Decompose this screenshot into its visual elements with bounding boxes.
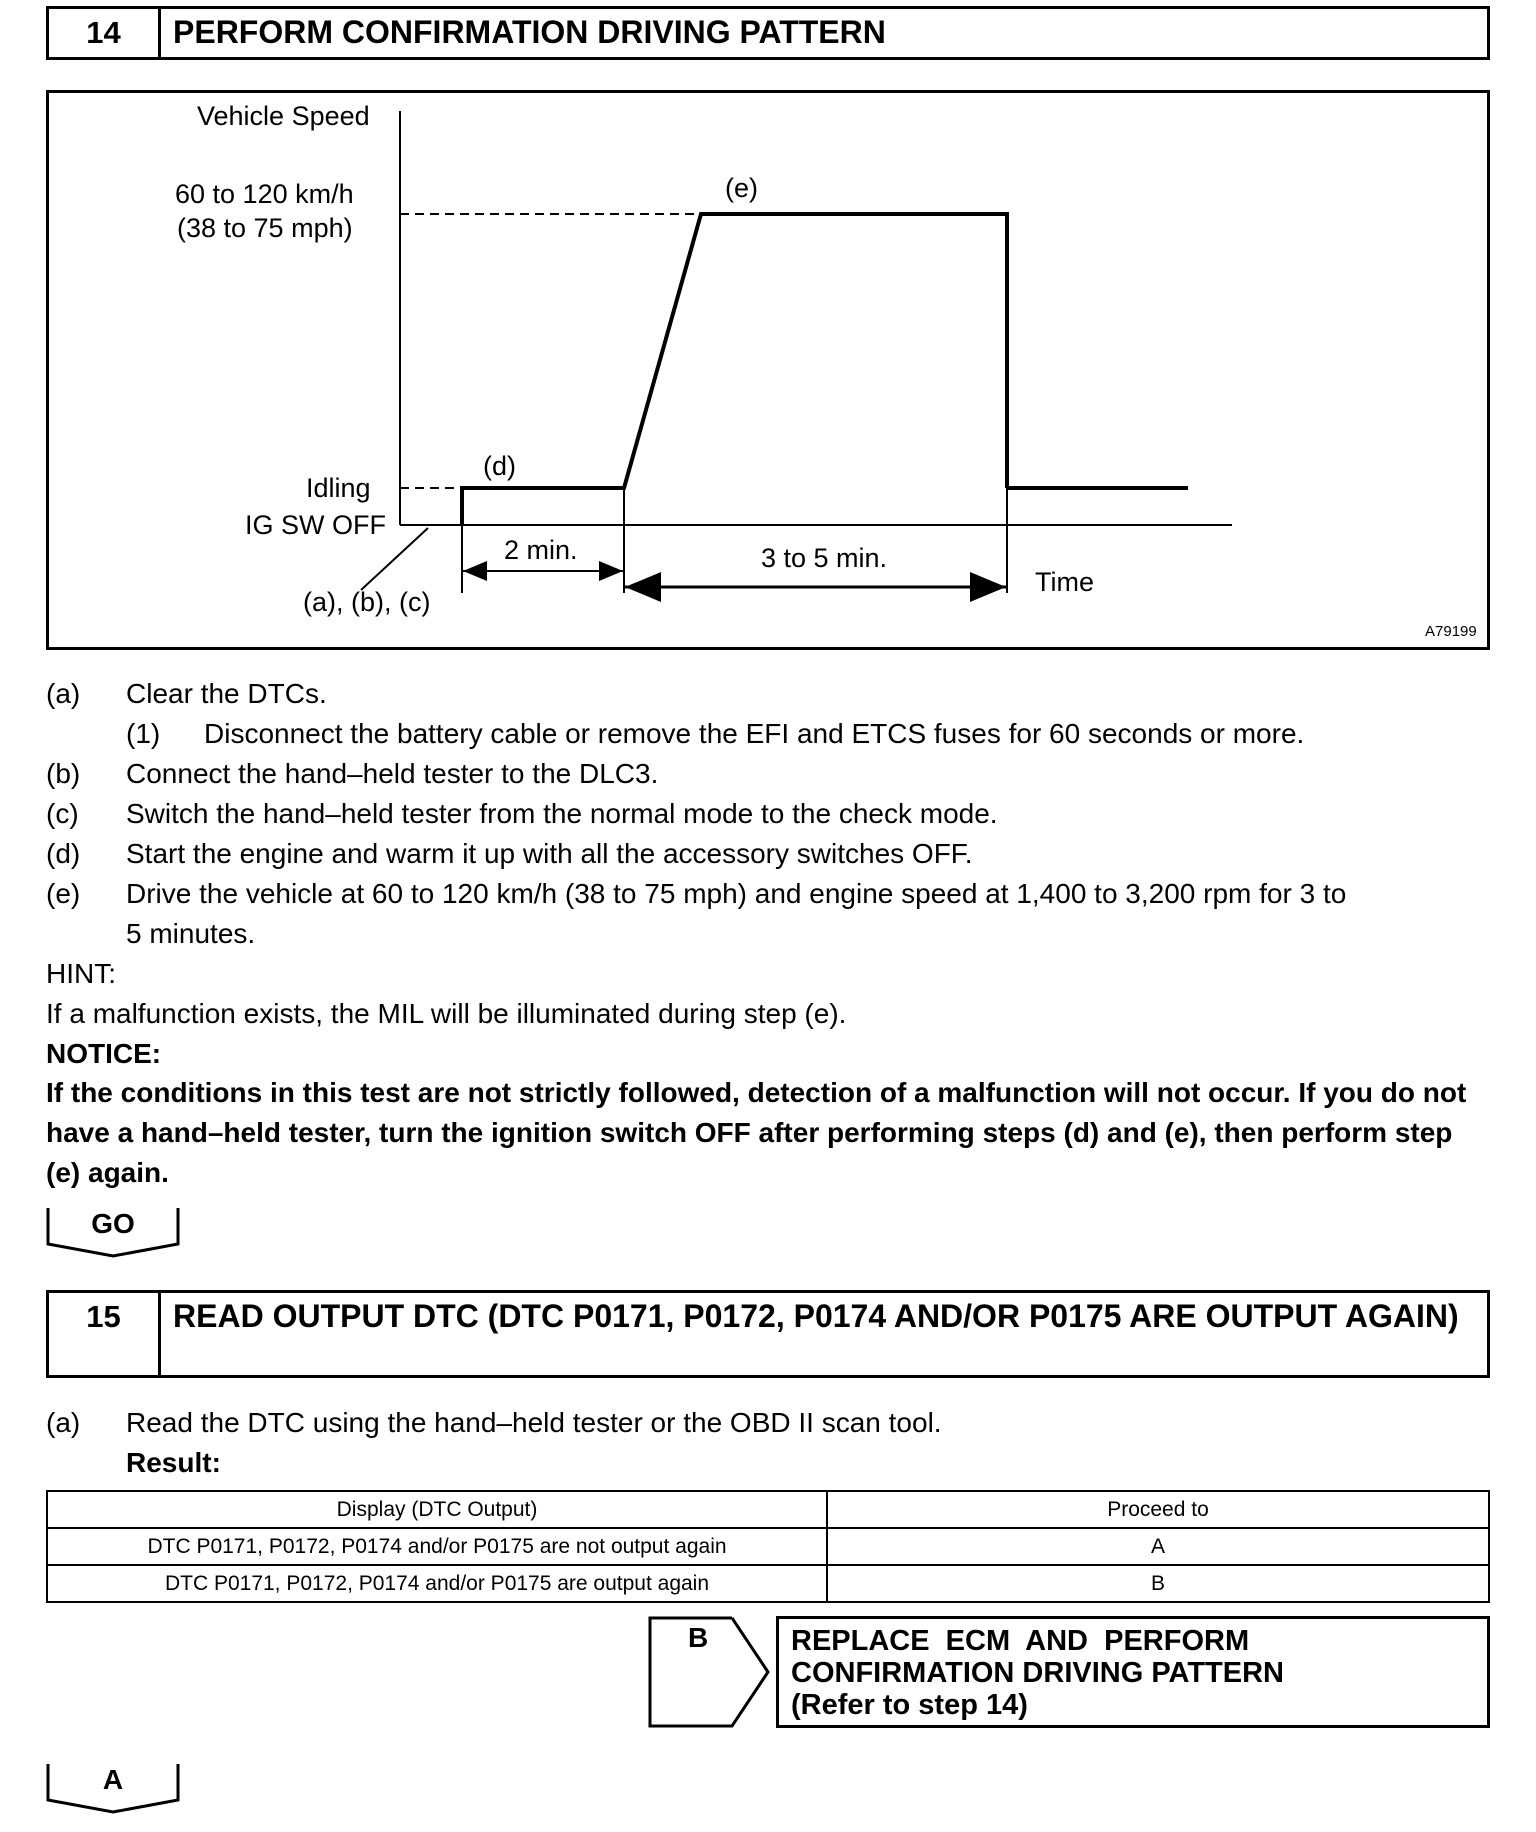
speed-profile-line xyxy=(462,214,1007,525)
step-c-tag: (c) xyxy=(46,798,79,829)
speed-label-kmh: 60 to 120 km/h xyxy=(175,179,354,209)
header-proceed: Proceed to xyxy=(827,1491,1489,1528)
step-1-text: Disconnect the battery cable or remove the EFI and ETCS fuses for 60 seconds or more. xyxy=(204,718,1305,749)
step-14-header xyxy=(46,6,1490,60)
branch-a-label: A xyxy=(102,1764,124,1795)
speed-label-mph: (38 to 75 mph) xyxy=(177,213,353,243)
two-minute-label: 2 min. xyxy=(504,535,578,565)
step-d-text: Start the engine and warm it up with all the accessory switches OFF. xyxy=(126,838,973,869)
step-d-tag: (d) xyxy=(46,838,81,869)
go-button[interactable] xyxy=(46,1206,180,1246)
three-to-five-minute-label: 3 to 5 min. xyxy=(761,543,888,573)
step-c-text: Switch the hand–held tester from the normal mode to the check mode. xyxy=(126,798,998,829)
step-a-text: Clear the DTCs. xyxy=(126,678,327,709)
header-display: Display (DTC Output) xyxy=(47,1491,827,1528)
branch-b-button[interactable] xyxy=(648,1616,770,1728)
action-line-2: CONFIRMATION DRIVING PATTERN xyxy=(791,1657,1284,1689)
result-table xyxy=(46,1490,1490,1603)
branch-a-button[interactable] xyxy=(46,1762,180,1802)
table-header-row xyxy=(47,1491,1489,1528)
driving-pattern-diagram xyxy=(46,90,1490,650)
row-display: DTC P0171, P0172, P0174 and/or P0175 are not output again xyxy=(47,1528,827,1565)
row-display: DTC P0171, P0172, P0174 and/or P0175 are output again xyxy=(47,1565,827,1602)
ig-sw-off-label: IG SW OFF xyxy=(245,510,386,540)
step-e-text: Drive the vehicle at 60 to 120 km/h (38 to 75 mph) and engine speed at 1,400 to 3,200 rpm for 3 to xyxy=(126,878,1347,909)
step-15-header xyxy=(46,1290,1490,1378)
notice-label: NOTICE: xyxy=(46,1038,162,1069)
e-label: (e) xyxy=(725,173,758,203)
abc-label: (a), (b), (c) xyxy=(303,587,431,617)
figure-id: A79199 xyxy=(1425,623,1477,640)
go-label: GO xyxy=(91,1208,135,1239)
y-axis-label: Vehicle Speed xyxy=(197,101,370,131)
hint-text: If a malfunction exists, the MIL will be illuminated during step (e). xyxy=(46,998,847,1029)
x-axis-label: Time xyxy=(1035,567,1094,597)
hint-label: HINT: xyxy=(46,958,116,989)
step-number: 15 xyxy=(49,1293,161,1375)
d-label: (d) xyxy=(483,451,516,481)
branch-b-label: B xyxy=(688,1622,709,1653)
idling-label: Idling xyxy=(306,473,371,503)
table-row xyxy=(47,1565,1489,1602)
step-b-text: Connect the hand–held tester to the DLC3. xyxy=(126,758,659,789)
step-title: PERFORM CONFIRMATION DRIVING PATTERN xyxy=(173,14,886,50)
action-line-3: (Refer to step 14) xyxy=(791,1689,1028,1721)
step15-a-tag: (a) xyxy=(46,1407,81,1438)
step-e-tag: (e) xyxy=(46,878,81,909)
replace-ecm-action-box xyxy=(776,1616,1490,1728)
branch-b-arrow-shape xyxy=(648,1616,770,1728)
step-1-tag: (1) xyxy=(126,718,161,749)
step-b-tag: (b) xyxy=(46,758,81,789)
step-title: READ OUTPUT DTC (DTC P0171, P0172, P0174 AND/OR P0175 ARE OUTPUT AGAIN) xyxy=(173,1298,1459,1334)
step15-a-text: Read the DTC using the hand–held tester or the OBD II scan tool. xyxy=(126,1407,942,1438)
step-a-tag: (a) xyxy=(46,678,81,709)
row-proceed: A xyxy=(827,1528,1489,1565)
result-label: Result: xyxy=(126,1447,221,1478)
row-proceed: B xyxy=(827,1565,1489,1602)
step-number: 14 xyxy=(49,9,161,57)
table-row xyxy=(47,1528,1489,1565)
action-line-1: REPLACE ECM AND PERFORM xyxy=(791,1625,1250,1657)
notice-text: If the conditions in this test are not strictly followed, detection of a malfunction will not occur. If you do not have a hand–held tester, turn the ignition switch OFF after performing steps (d) and (e), then perform step (e) again. xyxy=(46,1077,1467,1188)
step-e-text-cont: 5 minutes. xyxy=(126,918,256,949)
